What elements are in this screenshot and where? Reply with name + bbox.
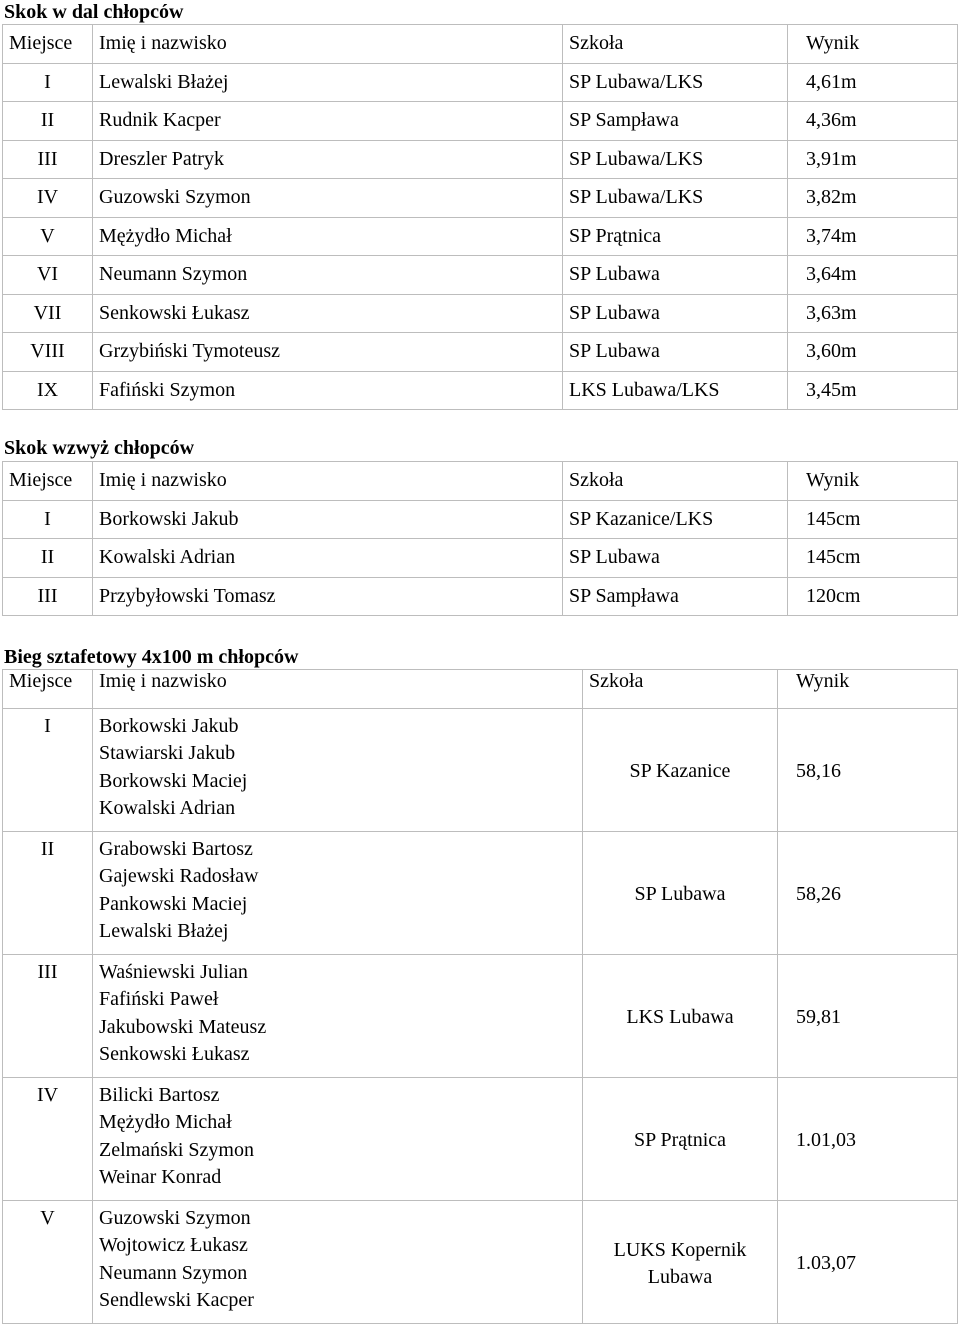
column-header: Miejsce [3, 462, 93, 501]
school-name: SP Kazanice [629, 760, 731, 782]
team-member: Zelmański Szymon [99, 1138, 254, 1161]
school-cell [583, 1200, 778, 1323]
team-member: Sendlewski Kacper [99, 1289, 254, 1311]
section-title-relay: Bieg sztafetowy 4x100 m chłopców [4, 646, 299, 668]
team-member: Wojtowicz Łukasz [99, 1234, 248, 1256]
name-cell: Fafiński Szymon [93, 371, 563, 410]
column-header: Imię i nazwisko [93, 462, 563, 501]
school-name: LKS Lubawa [626, 1006, 734, 1028]
place-cell: III [3, 140, 93, 179]
place-cell: I [3, 500, 93, 539]
result-cell: 58,16 [778, 708, 958, 831]
column-header: Wynik [788, 25, 958, 64]
team-members-cell [93, 1077, 583, 1200]
school-cell [583, 1077, 778, 1200]
school-cell [583, 954, 778, 1077]
school-cell: SP Sampława [563, 102, 788, 141]
place-cell: II [3, 102, 93, 141]
name-cell: Borkowski Jakub [93, 500, 563, 539]
school-name: SP Prątnica [633, 1129, 727, 1151]
result-cell: 1.01,03 [778, 1077, 958, 1200]
table-row [3, 102, 958, 141]
school-cell [583, 708, 778, 831]
team-member: Stawiarski Jakub [99, 742, 236, 764]
name-cell: Grzybiński Tymoteusz [93, 333, 563, 372]
result-cell: 3,74m [788, 217, 958, 256]
name-cell: Kowalski Adrian [93, 539, 563, 578]
team-members-cell [93, 1200, 583, 1323]
name-cell: Senkowski Łukasz [93, 294, 563, 333]
column-header: Imię i nazwisko [93, 670, 583, 709]
school-cell: SP Lubawa [563, 333, 788, 372]
result-cell: 4,61m [788, 63, 958, 102]
table-row [3, 500, 958, 539]
place-cell: II [3, 831, 93, 954]
school-name: SP Lubawa [634, 883, 726, 905]
place-cell: III [3, 577, 93, 616]
school-cell: SP Lubawa/LKS [563, 63, 788, 102]
team-member: Senkowski Łukasz [99, 1043, 250, 1065]
result-cell: 58,26 [778, 831, 958, 954]
result-cell: 3,91m [788, 140, 958, 179]
column-header: Szkoła [583, 670, 778, 709]
school-name: Lubawa [647, 1265, 713, 1288]
column-header: Miejsce [3, 670, 93, 709]
place-cell: I [3, 708, 93, 831]
relay-row [3, 954, 958, 1077]
team-member: Lewalski Błażej [99, 920, 229, 942]
team-member: Jakubowski Mateusz [99, 1015, 267, 1038]
school-cell [583, 831, 778, 954]
school-cell: SP Prątnica [563, 217, 788, 256]
team-member: Fafiński Paweł [99, 988, 219, 1010]
result-cell: 4,36m [788, 102, 958, 141]
team-member: Borkowski Jakub [99, 714, 239, 737]
result-cell: 3,64m [788, 256, 958, 295]
team-member: Gajewski Radosław [99, 865, 259, 887]
place-cell: V [3, 1200, 93, 1323]
column-header: Imię i nazwisko [93, 25, 563, 64]
name-cell: Rudnik Kacper [93, 102, 563, 141]
team-member: Pankowski Maciej [99, 892, 248, 915]
table-row [3, 294, 958, 333]
result-cell: 3,82m [788, 179, 958, 218]
team-member: Mężydło Michał [99, 1111, 232, 1133]
team-member: Kowalski Adrian [99, 797, 236, 819]
place-cell: IV [3, 1077, 93, 1200]
column-header: Miejsce [3, 25, 93, 64]
place-cell: II [3, 539, 93, 578]
place-cell: IV [3, 179, 93, 218]
table-row [3, 333, 958, 372]
school-cell: SP Lubawa/LKS [563, 140, 788, 179]
team-member: Guzowski Szymon [99, 1206, 251, 1229]
place-cell: VIII [3, 333, 93, 372]
name-cell: Lewalski Błażej [93, 63, 563, 102]
relay-table [2, 669, 958, 1324]
name-cell: Dreszler Patryk [93, 140, 563, 179]
table-row [3, 217, 958, 256]
school-cell: SP Kazanice/LKS [563, 500, 788, 539]
table-row [3, 179, 958, 218]
place-cell: VII [3, 294, 93, 333]
result-cell: 59,81 [778, 954, 958, 1077]
result-cell: 120cm [788, 577, 958, 616]
result-cell: 1.03,07 [778, 1200, 958, 1323]
name-cell: Neumann Szymon [93, 256, 563, 295]
section-title-long-jump: Skok w dal chłopców [4, 1, 184, 23]
school-cell: SP Sampława [563, 577, 788, 616]
result-cell: 3,63m [788, 294, 958, 333]
team-member: Weinar Konrad [99, 1166, 222, 1188]
team-members-cell [93, 708, 583, 831]
result-cell: 3,45m [788, 371, 958, 410]
school-cell: SP Lubawa [563, 539, 788, 578]
column-header: Szkoła [563, 25, 788, 64]
relay-row [3, 831, 958, 954]
relay-row [3, 708, 958, 831]
table-row [3, 256, 958, 295]
place-cell: III [3, 954, 93, 1077]
column-header: Szkoła [563, 462, 788, 501]
team-member: Borkowski Maciej [99, 769, 248, 792]
table-row [3, 63, 958, 102]
team-member: Neumann Szymon [99, 1261, 248, 1284]
school-cell: SP Lubawa [563, 294, 788, 333]
school-cell: SP Lubawa/LKS [563, 179, 788, 218]
table-row [3, 371, 958, 410]
long-jump-table [2, 24, 958, 410]
relay-row [3, 1200, 958, 1323]
team-member: Waśniewski Julian [99, 960, 248, 983]
relay-row [3, 1077, 958, 1200]
result-cell: 3,60m [788, 333, 958, 372]
result-cell: 145cm [788, 500, 958, 539]
place-cell: IX [3, 371, 93, 410]
name-cell: Guzowski Szymon [93, 179, 563, 218]
table-row [3, 539, 958, 578]
name-cell: Przybyłowski Tomasz [93, 577, 563, 616]
header-row [3, 670, 958, 709]
place-cell: V [3, 217, 93, 256]
school-cell: LKS Lubawa/LKS [563, 371, 788, 410]
school-cell: SP Lubawa [563, 256, 788, 295]
table-row [3, 577, 958, 616]
header-row [3, 462, 958, 501]
name-cell: Mężydło Michał [93, 217, 563, 256]
team-member: Bilicki Bartosz [99, 1083, 220, 1106]
table-row [3, 140, 958, 179]
result-cell: 145cm [788, 539, 958, 578]
team-members-cell [93, 954, 583, 1077]
school-name: LUKS Kopernik [613, 1238, 747, 1261]
header-row [3, 25, 958, 64]
column-header: Wynik [788, 462, 958, 501]
column-header: Wynik [778, 670, 958, 709]
section-title-high-jump: Skok wzwyż chłopców [4, 437, 195, 459]
place-cell: VI [3, 256, 93, 295]
team-members-cell [93, 831, 583, 954]
place-cell: I [3, 63, 93, 102]
high-jump-table [2, 461, 958, 616]
team-member: Grabowski Bartosz [99, 837, 253, 860]
